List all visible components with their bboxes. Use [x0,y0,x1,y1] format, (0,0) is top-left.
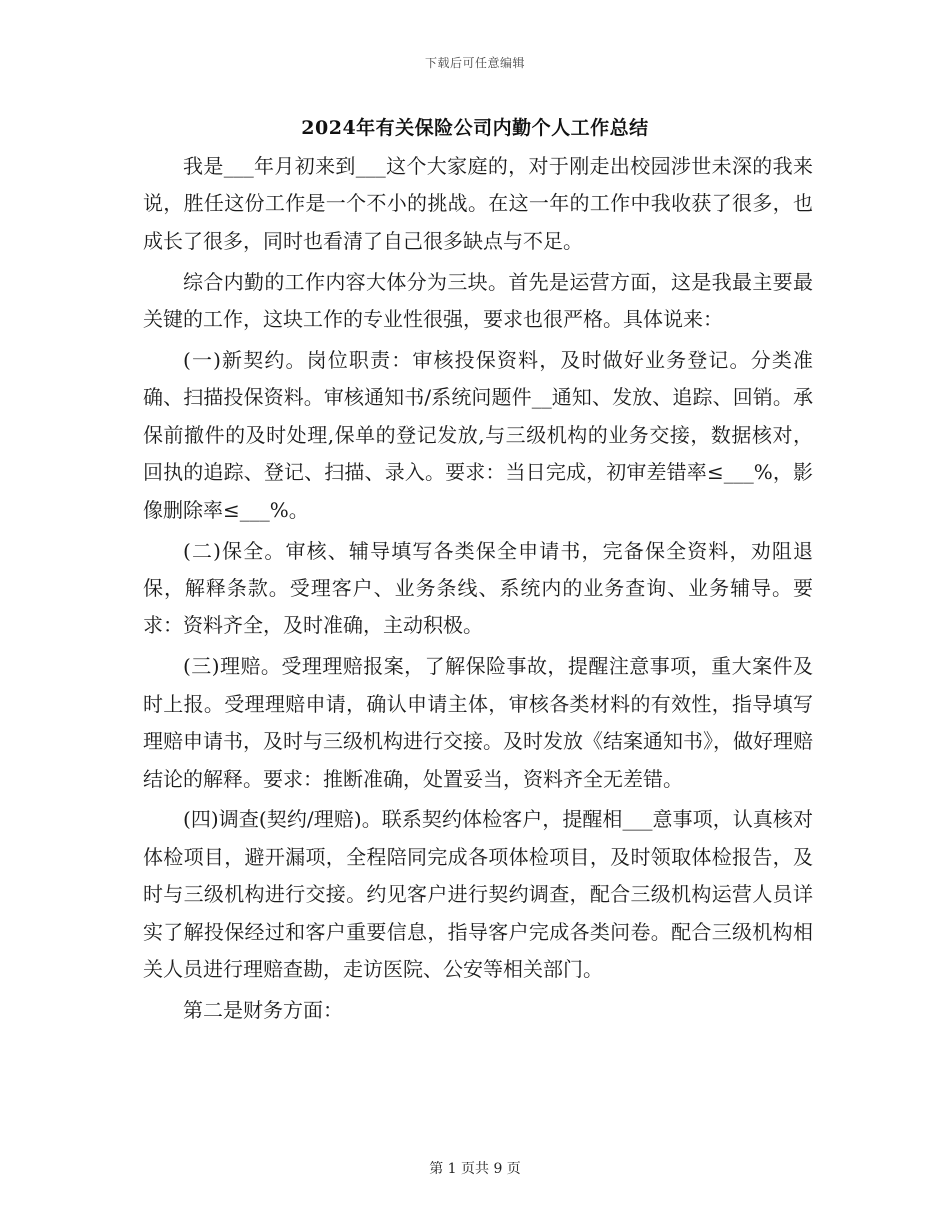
paragraph-preservation: (二)保全。审核、辅导填写各类保全申请书，完备保全资料，劝阻退保，解释条款。受理客户、业务条线、系统内的业务查询、业务辅导。要求：资料齐全，及时准确，主动积极。 [143,538,813,638]
page-number: 第 1 页共 9 页 [429,1161,521,1177]
document-title: 2024年有关保险公司内勤个人工作总结 [301,117,649,139]
page-header-note: 下载后可任意编辑 [424,56,525,70]
paragraph-overview: 综合内勤的工作内容大体分为三块。首先是运营方面，这是我最主要最关键的工作，这块工作的专业性很强，要求也很严格。具体说来： [143,269,813,332]
paragraph-new-contract: (一)新契约。岗位职责：审核投保资料，及时做好业务登记。分类准确、扫描投保资料。审核通知书/系统问题件__通知、发放、追踪、回销。承保前撤件的及时处理,保单的登记发放,与三级机构的业务交接，数据核对，回执的追踪、登记、扫描、录入。要求：当日完成，初审差错率≤___%，影像删除率≤___%。 [143,348,813,522]
document-body [143,148,813,1029]
paragraph-intro: 我是___年月初来到___这个大家庭的，对于刚走出校园涉世未深的我来说，胜任这份工作是一个不小的挑战。在这一年的工作中我收获了很多，也成长了很多，同时也看清了自己很多缺点与不足。 [143,154,813,253]
paragraph-investigation: (四)调查(契约/理赔)。联系契约体检客户，提醒相___意事项，认真核对体检项目，避开漏项，全程陪同完成各项体检项目，及时领取体检报告，及时与三级机构进行交接。约见客户进行契约调查，配合三级机构运营人员详实了解投保经过和客户重要信息，指导客户完成各类问卷。配合三级机构相关人员进行理赔查勘，走访医院、公安等相关部门。 [143,807,813,982]
paragraph-finance-heading: 第二是财务方面： [183,997,343,1022]
paragraph-claims: (三)理赔。受理理赔报案，了解保险事故，提醒注意事项，重大案件及时上报。受理理赔申请，确认申请主体，审核各类材料的有效性，指导填写理赔申请书，及时与三级机构进行交接。及时发放《结案通知书》，做好理赔结论的解释。要求：推断准确，处置妥当，资料齐全无差错。 [143,654,813,791]
